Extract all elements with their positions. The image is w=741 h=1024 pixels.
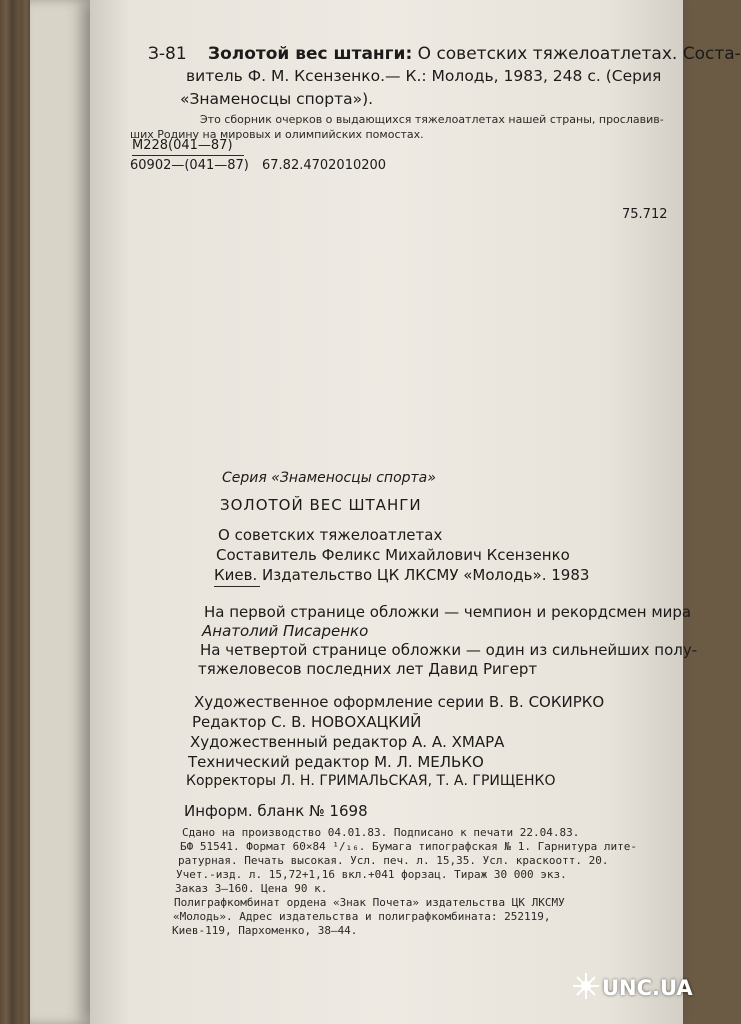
design-credit: Художественное оформление серии В. В. СОКИРКО	[194, 693, 605, 711]
tech-editor-credit: Технический редактор М. Л. МЕЛЬКО	[188, 753, 484, 771]
editor-credit: Редактор С. В. НОВОХАЦКИЙ	[192, 713, 422, 731]
index-divider	[132, 155, 244, 156]
watermark-logo	[570, 968, 693, 1008]
tech-line-5: Заказ 3—160. Цена 90 к.	[175, 882, 328, 895]
art-editor-credit: Художественный редактор А. А. ХМАРА	[190, 733, 505, 751]
card-index-1: М228(041—87)	[132, 138, 233, 153]
tech-line-3: ратурная. Печать высокая. Усл. печ. л. 15,35. Усл. краскоотт. 20.	[178, 854, 609, 867]
card-annotation-2: ших Родину на мировых и олимпийских помостах.	[130, 128, 424, 141]
book-title: ЗОЛОТОЙ ВЕС ШТАНГИ	[220, 496, 422, 514]
card-line-2: витель Ф. М. Ксензенко.— К.: Молодь, 1983, 248 с. (Серия	[186, 67, 662, 85]
correctors-credit: Корректоры Л. Н. ГРИМАЛЬСКАЯ, Т. А. ГРИЩЕНКО	[186, 773, 556, 789]
publisher-line: Киев. Издательство ЦК ЛКСМУ «Молодь». 1983	[214, 566, 590, 584]
card-number: 67.82.4702010200	[262, 158, 387, 173]
card-line-3: «Знаменосцы спорта»).	[180, 90, 374, 108]
watermark-text: UNC.UA	[602, 976, 693, 1000]
cover-fourth-line-b: тяжеловесов последних лет Давид Ригерт	[198, 660, 538, 678]
imprint-divider	[214, 586, 260, 587]
card-title-line	[208, 44, 741, 64]
card-title-rest: О советских тяжелоатлетах. Соста-	[412, 44, 741, 64]
star-burst-icon	[572, 972, 600, 1000]
series-line: Серия «Знаменосцы спорта»	[222, 470, 436, 486]
compiler-line: Составитель Феликс Михайлович Ксензенко	[216, 546, 570, 564]
tech-line-7: «Молодь». Адрес издательства и полиграфкомбината: 252119,	[173, 910, 551, 923]
subtitle-line: О советских тяжелоатлетах	[218, 526, 443, 544]
card-annotation-1: Это сборник очерков о выдающихся тяжелоатлетах нашей страны, прославив-	[200, 113, 664, 126]
info-blank: Информ. бланк № 1698	[184, 802, 368, 820]
cover-fourth-line-a: На четвертой странице обложки — один из сильнейших полу-	[200, 641, 698, 659]
cover-first-line-b: Анатолий Писаренко	[202, 622, 369, 640]
tech-line-2: БФ 51541. Формат 60×84 ¹/₁₆. Бумага типографская № 1. Гарнитура лите-	[180, 840, 637, 853]
tech-line-1: Сдано на производство 04.01.83. Подписано к печати 22.04.83.	[182, 826, 580, 839]
tech-line-8: Киев-119, Пархоменко, 38—44.	[172, 924, 358, 937]
card-code: З-81	[148, 44, 187, 64]
card-index-2: 60902—(041—87)	[130, 158, 249, 173]
tech-line-6: Полиграфкомбинат ордена «Знак Почета» издательства ЦК ЛКСМУ	[174, 896, 565, 909]
card-bbk: 75.712	[622, 207, 668, 222]
cover-first-line-a: На первой странице обложки — чемпион и рекордсмен мира	[204, 603, 692, 621]
tech-line-4: Учет.-изд. л. 15,72+1,16 вкл.+041 форзац. Тираж 30 000 экз.	[176, 868, 567, 881]
card-title-bold: Золотой вес штанги:	[208, 44, 413, 64]
